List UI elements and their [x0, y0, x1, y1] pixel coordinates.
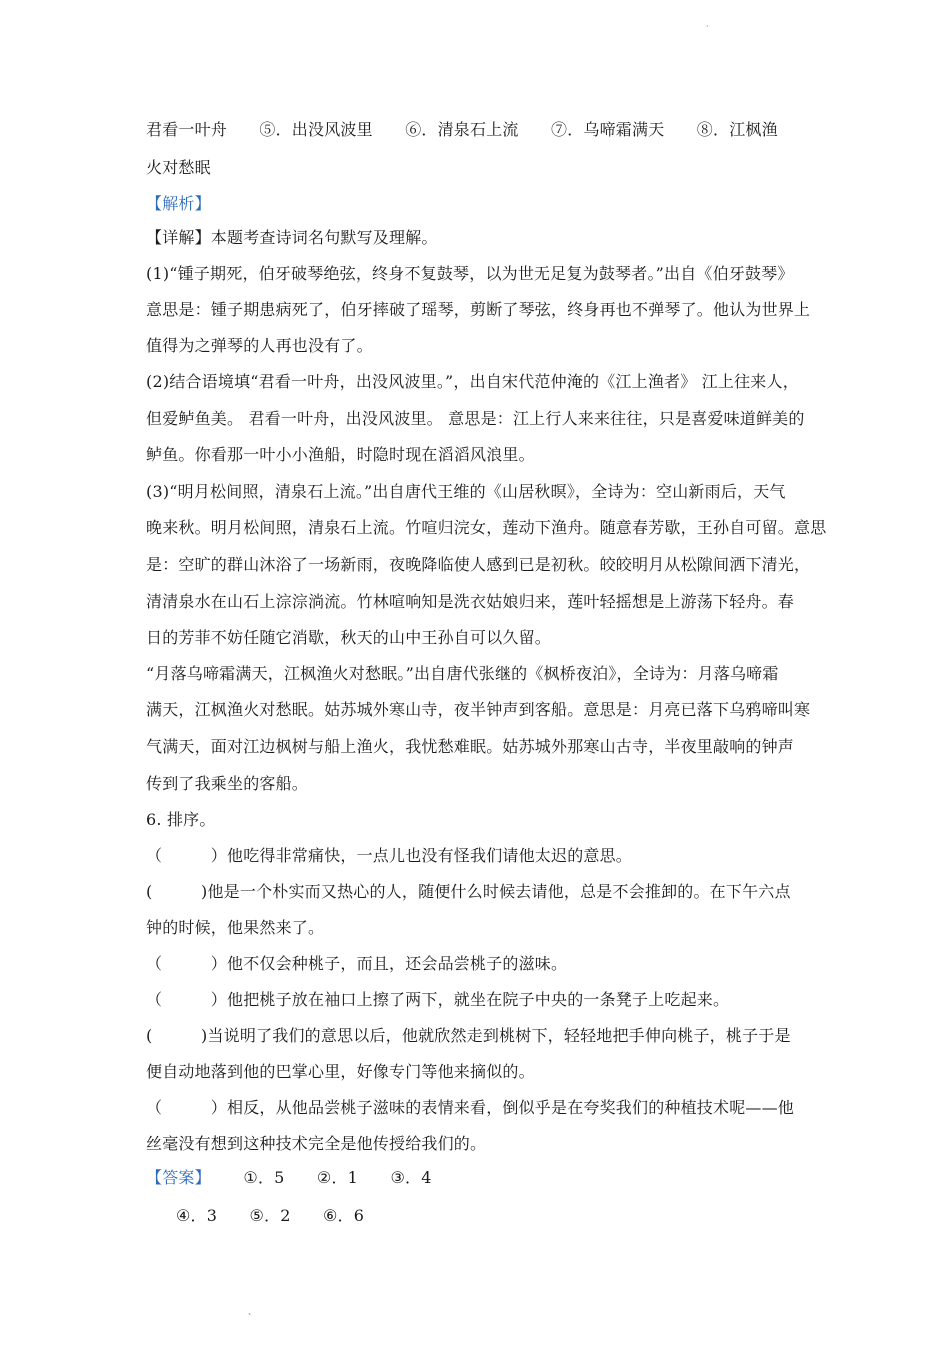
sort-item: （ ）他不仅会种桃子，而且，还会品尝桃子的滋味。: [146, 954, 568, 973]
answer-tail-line2: 火对愁眠: [146, 158, 211, 177]
p1-line: (1)“锺子期死，伯牙破琴绝弦，终身不复鼓琴，以为世无足复为鼓琴者。”出自《伯牙鼓琴》: [146, 264, 794, 283]
bottom-mark: 、: [248, 1307, 256, 1316]
p3-line: 清清泉水在山石上淙淙淌流。竹林喧响知是洗衣姑娘归来，莲叶轻摇想是上游荡下轻舟。春: [146, 592, 795, 611]
p4-line: 传到了我乘坐的客船。: [146, 774, 309, 793]
answer-label: 【答案】: [146, 1168, 211, 1187]
answer-row: [146, 1168, 810, 1188]
detail-heading: 【详解】本题考查诗词名句默写及理解。: [146, 228, 438, 247]
answer-values-2: ④．3 ⑤．2 ⑥．6: [176, 1206, 365, 1225]
sort-item: （ ）他把桃子放在袖口上擦了两下，就坐在院子中央的一条凳子上吃起来。: [146, 990, 730, 1009]
p3-line: 日的芳菲不妨任随它消歇，秋天的山中王孙自可以久留。: [146, 628, 552, 647]
sort-item: （ ）他吃得非常痛快，一点儿也没有怪我们请他太迟的意思。: [146, 846, 633, 865]
p4-line: 气满天，面对江边枫树与船上渔火，我忧愁难眠。姑苏城外那寒山古寺，半夜里敲响的钟声: [146, 737, 795, 756]
p2-line: 但爱鲈鱼美。 君看一叶舟，出没风波里。 意思是：江上行人来来往往，只是喜爱味道鲜美的: [146, 409, 805, 428]
p2-line: (2)结合语境填“君看一叶舟，出没风波里。”，出自宋代范仲淹的《江上渔者》 江上往来人，: [146, 372, 799, 391]
sort-item: （ ）相反，从他品尝桃子滋味的表情来看，倒似乎是在夸奖我们的种植技术呢——他: [146, 1098, 795, 1117]
p1-line: 值得为之弹琴的人再也没有了。: [146, 336, 373, 355]
p1-line: 意思是：锺子期患病死了，伯牙摔破了瑶琴，剪断了琴弦，终身再也不弹琴了。他认为世界上: [146, 300, 811, 319]
p2-line: 鲈鱼。你看那一叶小小渔船，时隐时现在滔滔风浪里。: [146, 445, 535, 464]
question-6-title: 6. 排序。: [146, 810, 216, 829]
answer-values-1: ①．5 ②．1 ③．4: [243, 1168, 432, 1187]
p3-line: (3)“明月松间照，清泉石上流。”出自唐代王维的《山居秋暝》，全诗为：空山新雨后，天气: [146, 482, 786, 501]
answer-tail-line1: 君看一叶舟 ⑤．出没风波里 ⑥．清泉石上流 ⑦．乌啼霜满天 ⑧．江枫渔: [146, 120, 778, 139]
sort-item-cont: 丝毫没有想到这种技术完全是他传授给我们的。: [146, 1134, 487, 1153]
sort-item-cont: 便自动地落到他的巴掌心里，好像专门等他来摘似的。: [146, 1062, 535, 1081]
p3-line: 是：空旷的群山沐浴了一场新雨，夜晚降临使人感到已是初秋。皎皎明月从松隙间洒下清光，: [146, 555, 811, 574]
sort-item: ( )当说明了我们的意思以后，他就欣然走到桃树下，轻轻地把手伸向桃子，桃子于是: [146, 1026, 791, 1045]
sort-item-cont: 钟的时候，他果然来了。: [146, 918, 325, 937]
p3-line: 晚来秋。明月松间照，清泉石上流。竹喧归浣女，莲动下渔舟。随意春芳歇，王孙自可留。意思: [146, 518, 827, 537]
p4-line: 满天，江枫渔火对愁眠。姑苏城外寒山寺，夜半钟声到客船。意思是：月亮已落下乌鸦啼叫寒: [146, 700, 811, 719]
p4-line: “月落乌啼霜满天，江枫渔火对愁眠。”出自唐代张继的《枫桥夜泊》，全诗为：月落乌啼霜: [146, 664, 779, 683]
top-mark: ·: [706, 22, 709, 31]
sort-item: ( )他是一个朴实而又热心的人，随便什么时候去请他，总是不会推卸的。在下午六点: [146, 882, 791, 901]
analysis-label: 【解析】: [146, 194, 211, 213]
